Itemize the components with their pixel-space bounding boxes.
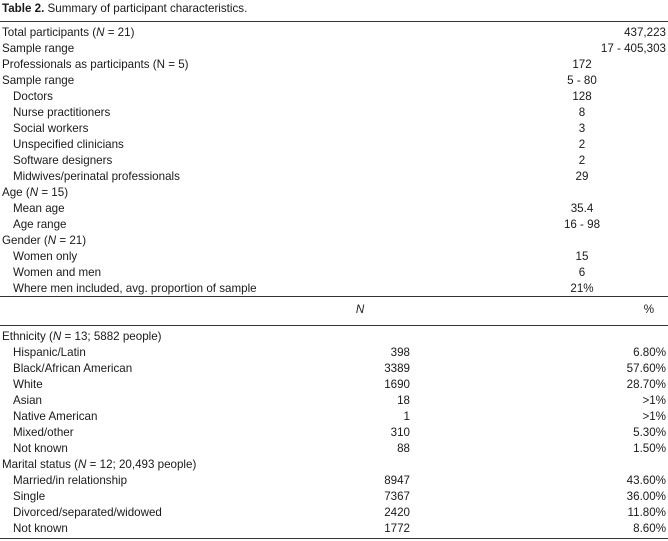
row-label-text: Where men included, avg. proportion of sample	[13, 282, 257, 295]
row-percent: 1.50%	[633, 442, 666, 455]
row-label	[13, 489, 45, 505]
row-label	[2, 25, 134, 41]
row-label	[13, 89, 53, 105]
row-label-text: Software designers	[13, 154, 113, 167]
row-label-suffix: = 13; 5882 people)	[61, 330, 162, 343]
table-row	[0, 169, 668, 185]
sub-header-n: N	[355, 303, 365, 316]
row-count: 8947	[384, 474, 410, 487]
row-label	[13, 137, 124, 153]
table-row	[0, 217, 668, 233]
row-label-variable: N	[96, 26, 105, 39]
row-count: 310	[390, 426, 410, 439]
bottom-rule	[0, 538, 668, 539]
table-row	[0, 105, 668, 121]
row-label-suffix: = 15)	[38, 186, 69, 199]
row-count: 1	[403, 410, 410, 423]
row-percent: >1%	[642, 410, 666, 423]
row-count: 7367	[384, 490, 410, 503]
row-label	[13, 217, 67, 233]
row-label	[13, 377, 43, 393]
row-label	[13, 425, 74, 441]
table-row	[0, 457, 668, 473]
row-label-suffix: = 12; 20,493 people)	[86, 458, 197, 471]
row-count: 2420	[384, 506, 410, 519]
table-row	[0, 41, 668, 57]
table-row	[0, 89, 668, 105]
table-row	[0, 121, 668, 137]
row-value: 8	[578, 106, 586, 119]
row-label-text: Native American	[13, 410, 98, 423]
row-label	[13, 361, 132, 377]
row-percent: 28.70%	[626, 378, 666, 391]
row-label-variable: N	[78, 458, 87, 471]
row-value: 2	[578, 138, 586, 151]
table-row	[0, 489, 668, 505]
row-label	[2, 41, 74, 57]
row-value: 29	[575, 170, 589, 183]
row-label-text: Social workers	[13, 122, 89, 135]
row-label	[13, 409, 97, 425]
row-count: 398	[390, 346, 410, 359]
table-row	[0, 377, 668, 393]
row-percent: 43.60%	[626, 474, 666, 487]
table-row	[0, 249, 668, 265]
row-label-text: Hispanic/Latin	[13, 346, 86, 359]
row-label-text: Sample range	[2, 42, 75, 55]
row-label	[13, 249, 77, 265]
row-value: 35.4	[570, 202, 594, 215]
table-row	[0, 521, 668, 537]
row-value: 2	[578, 154, 586, 167]
row-label	[2, 329, 162, 345]
row-label-text: Unspecified clinicians	[13, 138, 124, 151]
table-row	[0, 73, 668, 89]
row-label-text: Nurse practitioners	[13, 106, 111, 119]
row-value: 21%	[570, 282, 594, 295]
row-label-text: Single	[13, 490, 46, 503]
row-label	[2, 457, 196, 473]
row-label-text: Women and men	[13, 266, 102, 279]
row-label-text: Not known	[13, 522, 68, 535]
row-value: 16 - 98	[563, 218, 601, 231]
row-percent: 8.60%	[633, 522, 666, 535]
sub-header-rule	[0, 325, 668, 326]
table-caption-label: Table 2.	[2, 2, 45, 15]
row-label-text: Divorced/separated/widowed	[13, 506, 162, 519]
row-label-variable: N	[52, 330, 62, 343]
row-label-variable: N	[29, 186, 39, 199]
table-row	[0, 25, 668, 41]
table-row	[0, 361, 668, 377]
row-label-text: Asian	[13, 394, 43, 407]
row-value: 5 - 80	[567, 74, 597, 87]
row-label-variable: N	[47, 234, 57, 247]
table-row	[0, 265, 668, 281]
row-label-suffix: = 21)	[56, 234, 87, 247]
table-caption	[2, 1, 247, 17]
row-label-text: Sample range	[2, 74, 75, 87]
row-label-text: Midwives/perinatal professionals	[13, 170, 180, 183]
row-label-text: Mixed/other	[13, 426, 74, 439]
row-label	[13, 121, 88, 137]
top-rule	[0, 21, 668, 22]
row-value: 6	[578, 266, 586, 279]
row-percent: 11.80%	[627, 506, 666, 519]
table-caption-text: Summary of participant characteristics.	[47, 2, 248, 15]
row-label-text: Gender (	[2, 234, 48, 247]
table-row	[0, 153, 668, 169]
table-row	[0, 201, 668, 217]
row-label	[2, 57, 189, 73]
row-label	[13, 473, 127, 489]
mid-rule	[0, 296, 668, 297]
row-percent: 36.00%	[626, 490, 666, 503]
table-row	[0, 185, 668, 201]
row-label	[2, 73, 74, 89]
row-label	[2, 185, 68, 201]
table-row	[0, 233, 668, 249]
row-count: 1690	[384, 378, 410, 391]
row-label	[13, 169, 180, 185]
row-label-text: Age (	[2, 186, 30, 199]
row-label-text: Age range	[13, 218, 67, 231]
row-label	[13, 441, 68, 457]
sub-header-row	[0, 302, 668, 318]
row-label-text: Not known	[13, 442, 68, 455]
table-row	[0, 393, 668, 409]
row-count: 88	[397, 442, 410, 455]
table-row	[0, 473, 668, 489]
table-row	[0, 425, 668, 441]
row-label	[13, 345, 86, 361]
row-value: 172	[572, 58, 592, 71]
row-percent: 57.60%	[626, 362, 666, 375]
table-row	[0, 57, 668, 73]
row-value: 128	[572, 90, 592, 103]
row-label-text: Women only	[13, 250, 78, 263]
row-value: 15	[575, 250, 589, 263]
row-label	[13, 505, 162, 521]
row-label-text: Ethnicity (	[2, 330, 53, 343]
row-value: 17 - 405,303	[600, 42, 666, 55]
table-row	[0, 345, 668, 361]
table-row	[0, 409, 668, 425]
row-label	[13, 153, 112, 169]
row-label-text: White	[13, 378, 43, 391]
row-label-text: Black/African American	[13, 362, 133, 375]
row-percent: 5.30%	[633, 426, 666, 439]
row-count: 3389	[384, 362, 410, 375]
row-label-text: Marital status (	[2, 458, 79, 471]
row-label	[13, 281, 257, 297]
table-row	[0, 329, 668, 345]
row-count: 1772	[384, 522, 410, 535]
row-value: 3	[578, 122, 586, 135]
row-percent: 6.80%	[633, 346, 666, 359]
row-label-text: Professionals as participants (N = 5)	[2, 58, 189, 71]
table-row	[0, 441, 668, 457]
row-label-text: Married/in relationship	[13, 474, 128, 487]
row-label	[13, 201, 65, 217]
table-row	[0, 281, 668, 297]
table-row	[0, 505, 668, 521]
row-label-suffix: = 21)	[104, 26, 135, 39]
row-label-text: Doctors	[13, 90, 53, 103]
sub-header-pct: %	[643, 303, 654, 316]
row-label	[13, 521, 68, 537]
row-label	[13, 105, 110, 121]
row-percent: >1%	[642, 394, 666, 407]
row-label-text: Total participants (	[2, 26, 97, 39]
row-value: 437,223	[624, 26, 666, 39]
row-label	[13, 265, 101, 281]
table-row	[0, 137, 668, 153]
row-label	[2, 233, 86, 249]
row-label-text: Mean age	[13, 202, 65, 215]
row-count: 18	[397, 394, 410, 407]
row-label	[13, 393, 42, 409]
